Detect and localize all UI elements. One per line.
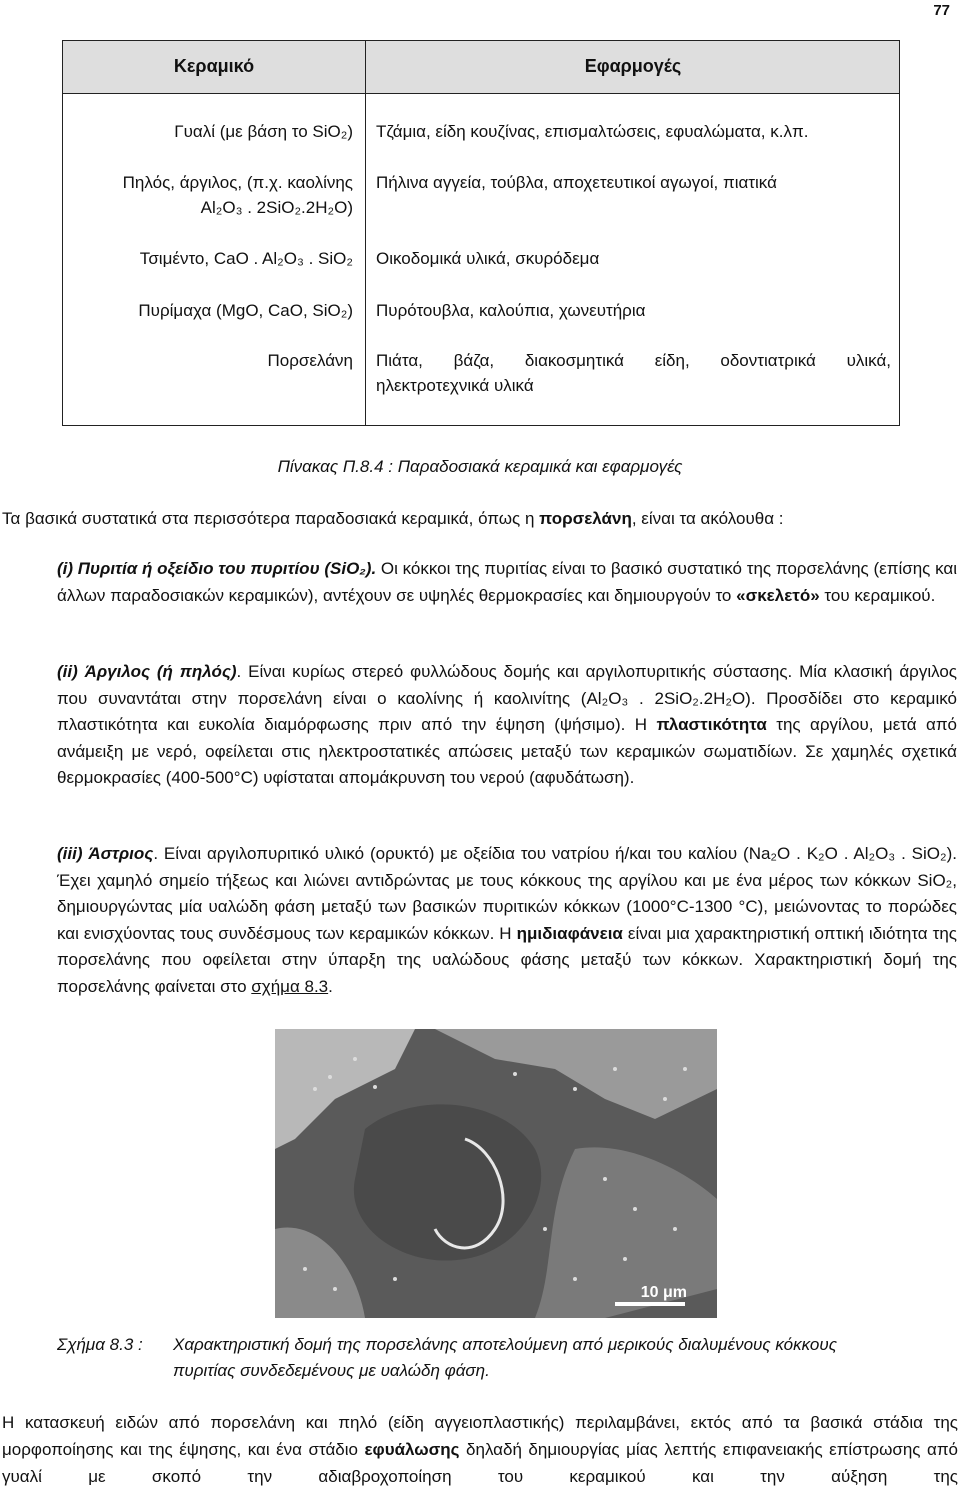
figure-reference-link[interactable]: σχήμα 8.3 [251, 976, 329, 996]
section-silica [57, 556, 957, 609]
porcelain-micrograph [275, 1029, 717, 1318]
table-cell-material: Πορσελάνη [267, 351, 353, 370]
section-text: Οι κόκκοι της πυριτίας είναι το βασικό συστατικό της πορσελάνης (επίσης και άλλων παραδοσιακών κεραμικών), αντέχουν σε υψηλές θερμοκρασίες και δημιουργούν το [57, 559, 957, 605]
section-text-end: της αργίλου, μετά από ανάμειξη με νερό, οφείλεται στις ηλεκτροστατικές απώσεις μεταξύ των κεραμικών σωματιδίων. Σε χαμηλές σχετικά θερμοκρασίες (400-500°C) υφίσταται απομάκρυνση του νερού (αφυδάτωση). [57, 715, 958, 788]
table-cell-applications: Πήλινα αγγεία, τούβλα, αποχετευτικοί αγωγοί, πιατικά [376, 173, 777, 192]
section-text: . Είναι κυρίως στερεό φυλλώδους δομής και αργιλοπυριτικής σύστασης. Μία κλασική άργιλος που συναντάται στην πορσελάνη είναι ο καολίνης ή καολινίτης (Al₂O₃ . 2SiO₂.2H₂O). Προσδίδει στο κεραμικό πλαστικότητα και ευκολία διαμόρφωσης πριν από την έψηση (ψήσιμο). Η [57, 662, 958, 735]
intro-text-end: , είναι τα ακόλουθα : [631, 509, 784, 528]
intro-paragraph [2, 509, 783, 529]
section-bold: «σκελετό» [736, 585, 820, 605]
ceramics-table [62, 40, 900, 426]
section-clay [57, 659, 957, 792]
section-text-mid: είναι μια χαρακτηριστική οπτική ιδιότητα της πορσελάνης που οφείλεται στην ύπαρξη της υαλώδους φάσης μεταξύ των κόκκων. Χαρακτηριστική δομή της πορσελάνης φαίνεται στο [57, 923, 957, 996]
section-label: (i) Πυριτία ή οξείδιο του πυριτίου (SiO₂). [57, 559, 377, 578]
scale-bar-label: 10 μm [640, 1284, 687, 1301]
figure-caption-text-cont: πυριτίας συνδεδεμένους με υαλώδη φάση. [173, 1361, 490, 1380]
section-text-end: . [328, 976, 333, 996]
final-bold: εφυάλωσης [364, 1440, 460, 1459]
final-paragraph [2, 1409, 958, 1490]
figure-caption [57, 1332, 937, 1384]
column-divider [365, 41, 366, 425]
table-cell-applications: Τζάμια, είδη κουζίνας, επισμαλτώσεις, εφυαλώματα, κ.λπ. [376, 122, 809, 141]
table-cell-applications: Πιάτα, βάζα, διακοσμητικά είδη, οδοντιατρικά υλικά, [376, 351, 891, 370]
figure-caption-label: Σχήμα 8.3 : [57, 1335, 143, 1354]
section-bold: πλαστικότητα [656, 715, 767, 735]
final-text-end: δηλαδή δημιουργίας μίας λεπτής επιφανειακής επίστρωσης από γυαλί με σκοπό την αδιαβροχοποίηση του κεραμικού και την αύξηση της [2, 1440, 959, 1486]
table-cell-applications: Οικοδομικά υλικά, σκυρόδεμα [376, 249, 600, 268]
intro-bold: πορσελάνη [539, 509, 632, 528]
table-cell-material: Πηλός, άργιλος, (π.χ. καολίνης [122, 173, 353, 192]
final-text: Η κατασκευή ειδών από πορσελάνη και πηλό (είδη αγγειοπλαστικής) περιλαμβάνει, εκτός από τα βασικά στάδια της μορφοποίησης και της έψησης, και ένα στάδιο [2, 1413, 958, 1459]
page-number: 77 [933, 2, 950, 19]
section-feldspar [57, 841, 957, 1001]
header-ceramic: Κεραμικό [173, 56, 255, 76]
section-text-end: του κεραμικού. [819, 585, 936, 605]
table-cell-applications-cont: ηλεκτροτεχνικά υλικά [376, 376, 534, 395]
intro-text: Τα βασικά συστατικά στα περισσότερα παραδοσιακά κεραμικά, όπως η [2, 509, 540, 528]
section-text: . Είναι αργιλοπυριτικό υλικό (ορυκτό) με οξείδια του νατρίου ή/και του καλίου (Na₂O . K₂O . Al₂O₃ . SiO₂). Έχει χαμηλό σημείο τήξεως και λιώνει αντιδρώντας με τους κόκκους της αργίλου και με ένα μέρος των κόκκων SiO₂, δημιουργώντας μία υαλώδη φάση μεταξύ των βασικών πυριτικών κόκκων (1000°C-1300 °C), μειώνοντας το πορώδες και ενισχύοντας τους συνδέσμους των κεραμικών κόκκων. Η [57, 844, 957, 943]
table-caption: Πίνακας Π.8.4 : Παραδοσιακά κεραμικά και εφαρμογές [277, 457, 683, 476]
table-cell-applications: Πυρότουβλα, καλούπια, χωνευτήρια [376, 301, 646, 320]
table-cell-material: Γυαλί (με βάση το SiO₂) [174, 122, 353, 141]
figure-caption-text: Χαρακτηριστική δομή της πορσελάνης αποτελούμενη από μερικούς διαλυμένους κόκκους [173, 1335, 837, 1354]
section-label: (iii) Άστριος [57, 844, 154, 863]
table-cell-material: Πυρίμαχα (MgO, CaO, SiO₂) [138, 301, 353, 320]
table-cell-material: Τσιμέντο, CaO . Al₂O₃ . SiO₂ [139, 249, 353, 268]
header-applications: Εφαρμογές [584, 56, 682, 76]
section-bold: ημιδιαφάνεια [516, 923, 623, 943]
micrograph-image [275, 1029, 717, 1318]
section-label: (ii) Άργιλος (ή πηλός) [57, 662, 237, 681]
table-cell-material-formula: Al₂O₃ . 2SiO₂.2H₂O) [200, 198, 353, 217]
